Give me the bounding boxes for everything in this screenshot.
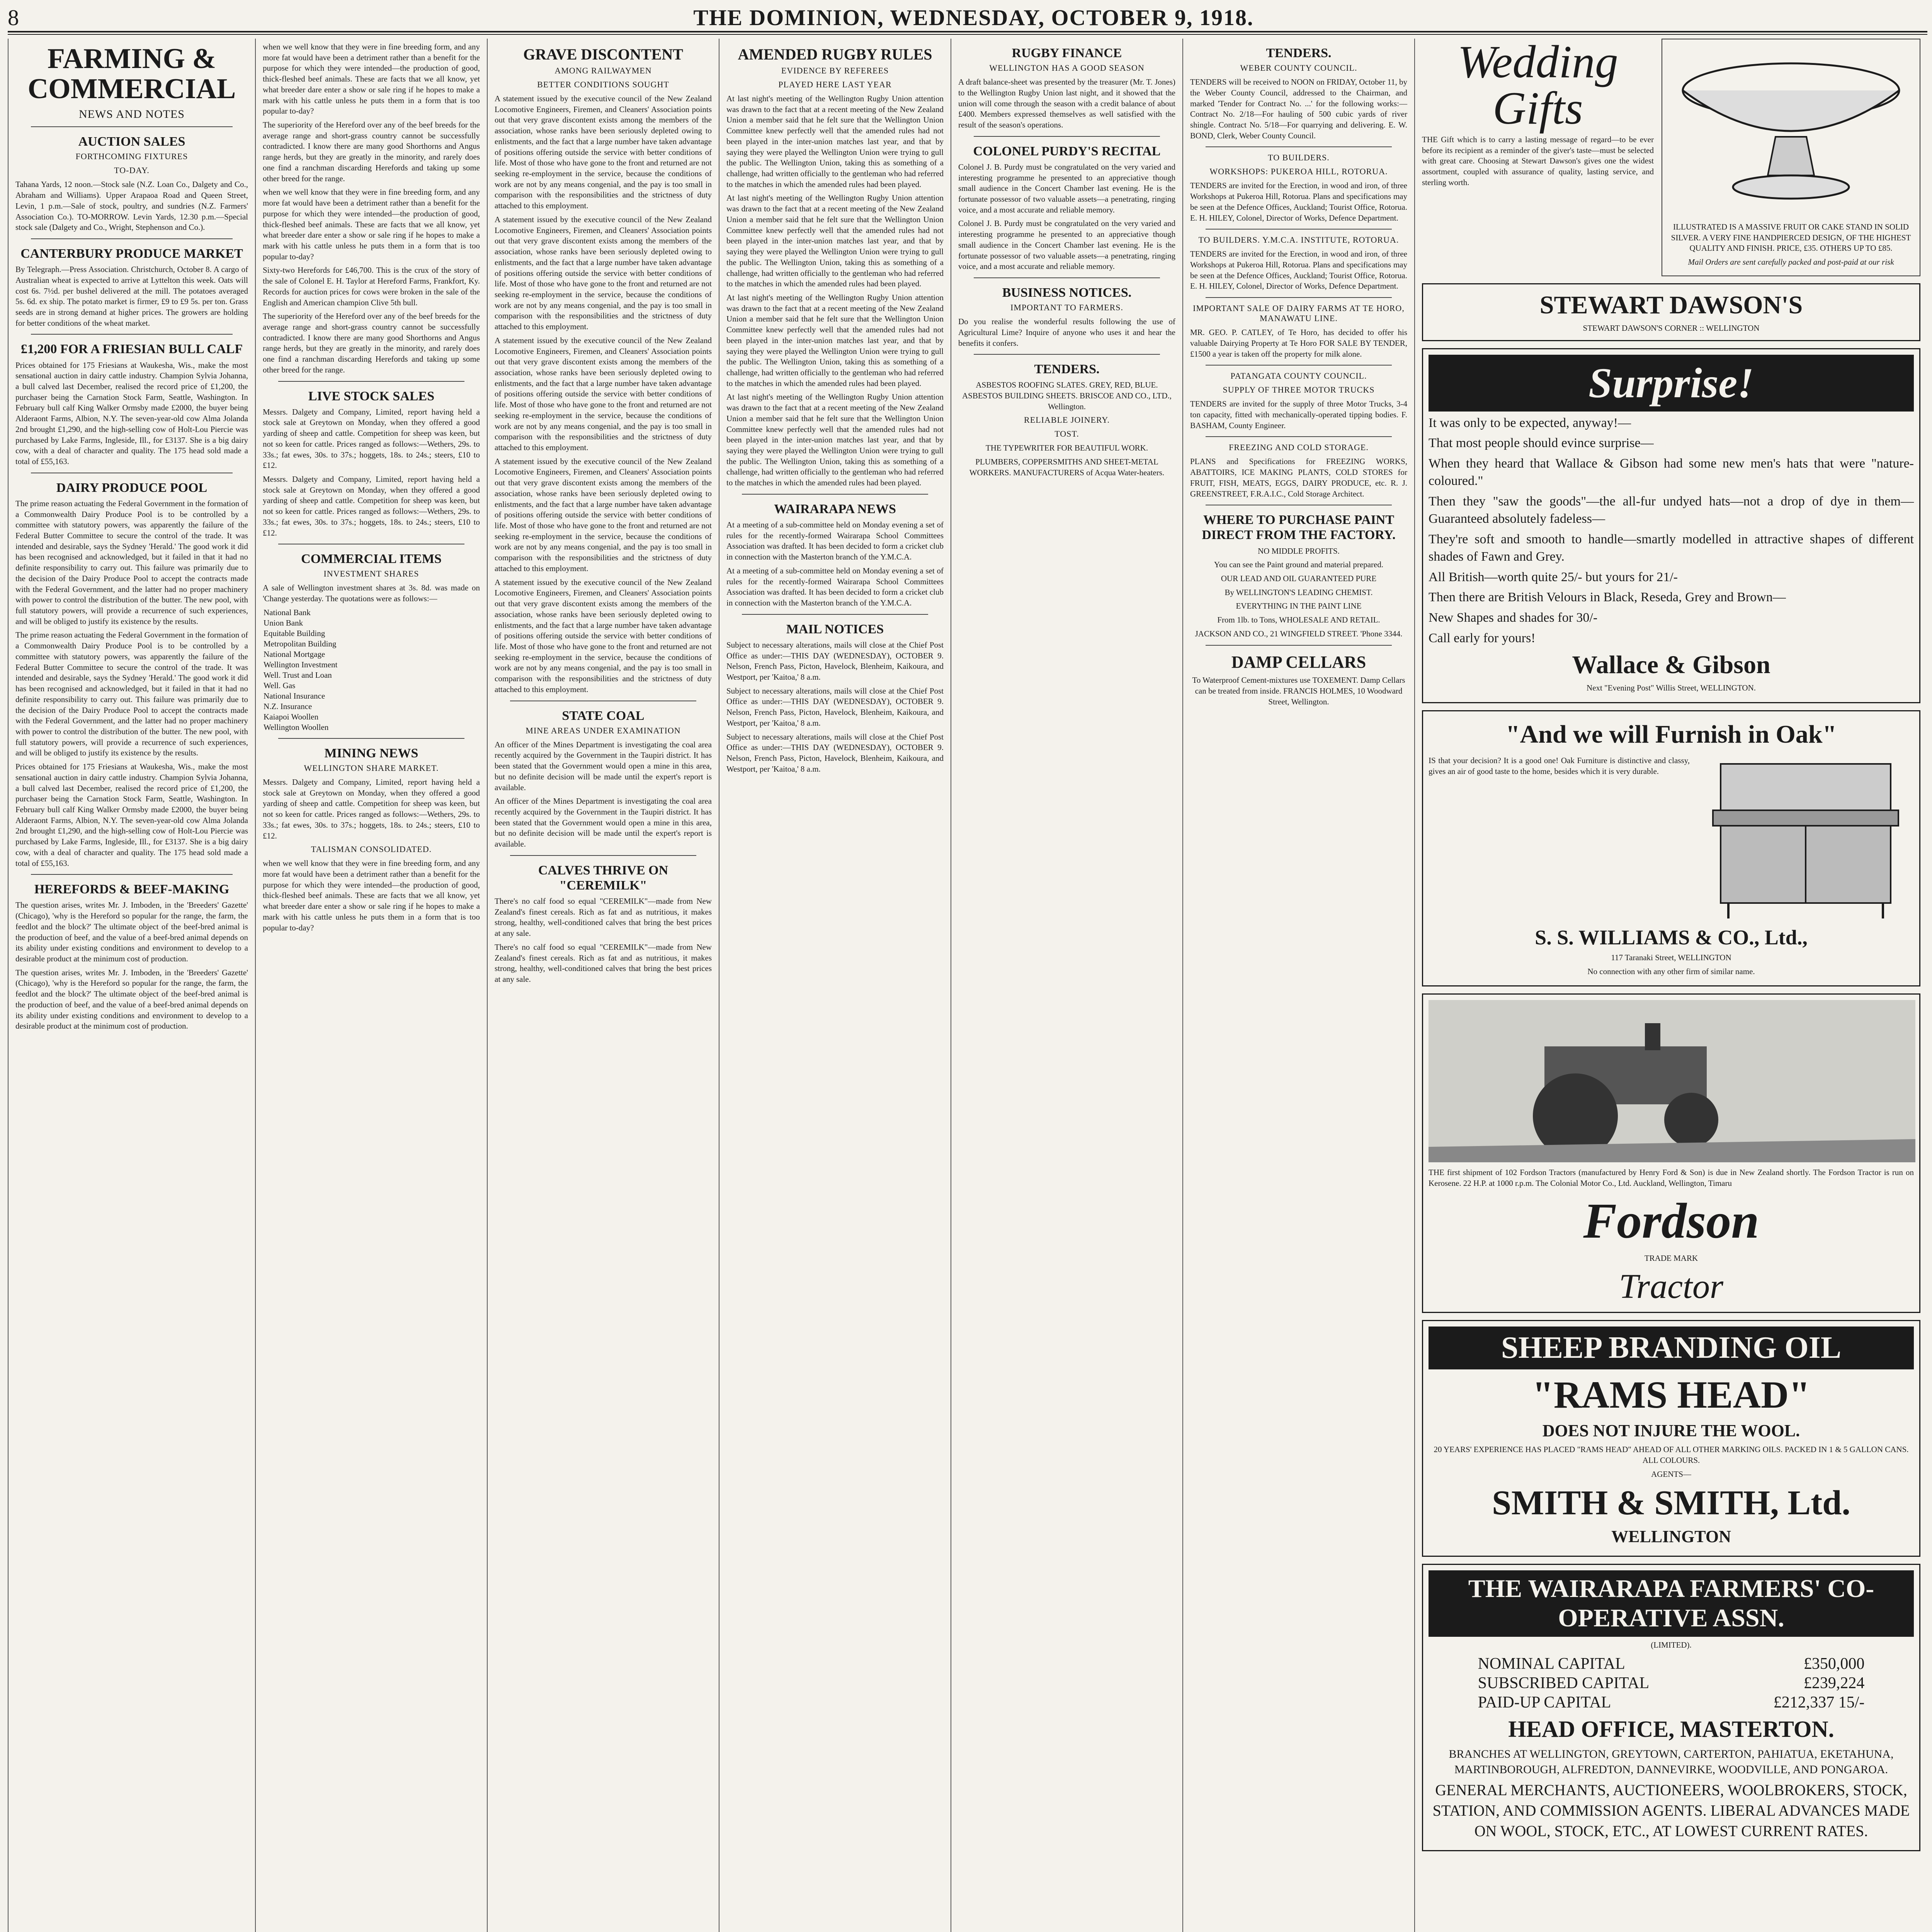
state-coal-text: An officer of the Mines Department is investigating the coal area recently acquired by the Government in the Taupiri district. It has been stated that the Government would open a mine in this area, but no definite decision will be made until the expert's report is available. xyxy=(495,740,712,792)
farmers-text: Do you realise the wonderful results following the use of Agricultural Lime? Inquire of anyone who uses it and hear the benefits it confers. xyxy=(958,317,1175,348)
share-name: Metropolitan Building xyxy=(264,639,337,648)
share-sellers xyxy=(447,670,480,680)
rugby-text-3: At last night's meeting of the Wellington Rugby Union attention was drawn to the fact that at a recent meeting of the New Zealand Union a member said that he felt sure that the Wellington Union Committee knew perfectly well that the amended rules had not been played in the inter-union matches last year, and that by saying they were played the Wellington Union were trying to gull the public. The Wellington Union, taking this as something of a challenge, had written officially to the gentleman who had referred to the matches in which the amended rules had been played. xyxy=(726,293,944,388)
purdy-heading: COLONEL PURDY'S RECITAL xyxy=(973,144,1161,158)
williams-name: S. S. WILLIAMS & CO., Ltd., xyxy=(1535,925,1808,949)
wairarapa-head: THE WAIRARAPA FARMERS' CO-OPERATIVE ASSN. xyxy=(1429,1570,1914,1637)
column-4 xyxy=(719,39,951,1932)
share-name: Wellington Woollen xyxy=(264,722,329,732)
state-coal-text-2: An officer of the Mines Department is investigating the coal area recently acquired by the Government in the Taupiri district. It has been stated that the Government would open a mine in this area, but no definite decision will be made until the expert's report is available. xyxy=(495,796,712,849)
bull-text: Prices obtained for 175 Friesians at Waukesha, Wis., make the most sensational auction in dairy cattle industry. Champion Sylvia Johanna, a bull calved last December, realised the record price of £1,200, the purchaser being the Carnation Stock Farm, Seattle, Washington. In February bull calf King Walker Ormsby made £2000, the buyer being Alderaont Farms, Albion, N.Y. The seven-year-old cow Alma Jolanda 2nd brought £1,290, and the high-selling cow of Holt-Lou Piercie was purchased by Lake Farms, Ingleside, Ill., for £3137. She is a big dairy cow, with a deal of character and quality. The 175 head sold made a total of £55,163. xyxy=(15,360,248,466)
wairarapa-news-heading: WAIRARAPA NEWS xyxy=(774,502,896,516)
share-sellers xyxy=(447,607,480,618)
wairarapa-news-text-2: At a meeting of a sub-committee held on Monday evening a set of rules for the recently-formed Wairarapa School Committees Association was drafted. It has been decided to form a cricket club in connection with the Masterton branch of the Y.M.C.A. xyxy=(726,566,944,607)
live-stock-text-2: Messrs. Dalgety and Company, Limited, report having held a stock sale at Greytown on Monday, when they offered a good yarding of sheep and cattle. Competition for sheep was keen, but not so keen for cattle. Prices ranged as follows:—Wethers, 29s. to 33s.; fat ewes, 30s. to 37s.; hoggets, 18s. to 24s.; steers, £10 to £12. xyxy=(263,474,480,537)
freezing-text: PLANS and Specifications for FREEZING WORKS, ABATTOIRS, ICE MAKING PLANTS, COLD STORES for FRUIT, FISH, MEATS, EGGS, DAIRY PRODUCE, etc. R. J. GREENSTREET, F.R.A.I.C., Cold Storage Architect. xyxy=(1190,457,1407,498)
rams-text: 20 YEARS' EXPERIENCE HAS PLACED "RAMS HEAD" AHEAD OF ALL OTHER MARKING OILS. PACKED IN 1 & 5 GALLON CANS. ALL COLOURS. xyxy=(1434,1445,1909,1465)
smith-name: SMITH & SMITH, Ltd. xyxy=(1492,1483,1850,1522)
fixtures-sub: FORTHCOMING FIXTURES xyxy=(75,151,188,162)
sheep-title: SHEEP BRANDING OIL xyxy=(1429,1327,1914,1369)
damp-text: To Waterproof Cement-mixtures use TOXEMENT. Damp Cellars can be treated from inside. FRANCIS HOLMES, 10 Woodward Street, Wellington. xyxy=(1192,675,1405,706)
share-name: National Mortgage xyxy=(264,649,325,659)
paint-line: By WELLINGTON'S LEADING CHEMIST. xyxy=(1225,587,1373,597)
fordson-sub: TRADE MARK xyxy=(1644,1253,1698,1263)
surprise-title: Surprise! xyxy=(1429,355,1914,412)
share-buyers xyxy=(415,618,447,628)
share-sellers xyxy=(447,722,480,733)
oak-title: "And we will Furnish in Oak" xyxy=(1505,720,1837,748)
wedding-title: Wedding Gifts xyxy=(1458,39,1618,134)
stewart-addr: STEWART DAWSON'S CORNER :: WELLINGTON xyxy=(1583,323,1760,333)
dairy-pool-text-cont: The prime reason actuating the Federal Government in the formation of a Commonwealth Dairy Produce Pool is to be controlled by a committee with statutory powers, was apparently the failure of the Federal Butter Committee to secure the control of the trade. It was intended and desirable, says the Sydney 'Herald.' The good work it did has been recognised and acknowledged, but it failed in that it had no definite responsibility to carry out. This failure was primarily due to the decision of the Dairy Produce Pool to accept the contracts made with the Federal Government, and the latter had no proper machinery with power to control the distribution of the butter. The new pool, with full statutory powers, will provide a recurrence of such experiences, and will be obliged to justify its existence by the results. xyxy=(15,630,248,758)
share-row xyxy=(263,618,480,628)
typewriter-text: THE TYPEWRITER FOR BEAUTIFUL WORK. xyxy=(985,443,1148,453)
mail-heading: MAIL NOTICES xyxy=(786,622,884,636)
rams-sub: DOES NOT INJURE THE WOOL. xyxy=(1542,1421,1800,1440)
share-sellers xyxy=(447,628,480,639)
rugby-text-2: At last night's meeting of the Wellington Rugby Union attention was drawn to the fact that at a recent meeting of the New Zealand Union a member said that he felt sure that the Wellington Union Committee knew perfectly well that the amended rules had not been played in the inter-union matches last year, and that by saying they were played the Wellington Union were trying to gull the public. The Wellington Union, taking this as something of a challenge, had written officially to the gentleman who had referred to the matches in which the amended rules had been played. xyxy=(726,193,944,289)
rams-head-ad xyxy=(1422,1320,1920,1556)
hereford-cont-text: when we well know that they were in fine breeding form, and any more fat would have been a detriment rather than a benefit for the purpose for which they were intended—the production of good, thick-fleshed beef animals. These are facts that we all know, yet what breeder dare enter a show or sale ring if he hopes to make a mark with his cattle unless he puts them in a form that is too popular to-day? xyxy=(263,42,480,116)
grave-text-2: A statement issued by the executive council of the New Zealand Locomotive Engineers, Firemen, and Cleaners' Association points out that very grave discontent exists among the members of the association, whose ranks have been seriously depleted owing to enlistments, and the fact that a large number have taken advantage of positions offering outside the service with better conditions of life. Most of those who have gone to the front and returned are not seeking re-employment in the service, because the conditions of work are not by any means congenial, and the pay is too small in comparison with the responsibilities and the strictness of duty attached to this employment. xyxy=(495,214,712,332)
share-table xyxy=(263,607,480,733)
news-notes-heading: NEWS AND NOTES xyxy=(79,108,185,121)
share-buyers xyxy=(415,628,447,639)
fordson-ad xyxy=(1422,993,1920,1313)
surprise-line: It was only to be expected, anyway!— xyxy=(1429,415,1631,430)
today-label: TO-DAY. xyxy=(114,165,150,175)
smith-city: WELLINGTON xyxy=(1611,1527,1731,1546)
mining-text: Messrs. Dalgety and Company, Limited, report having held a stock sale at Greytown on Monday, when they offered a good yarding of sheep and cattle. Competition for sheep was keen, but not so keen for cattle. Prices ranged as follows:—Wethers, 29s. to 33s.; fat ewes, 30s. to 37s.; hoggets, 18s. to 24s.; steers, £10 to £12. xyxy=(263,777,480,840)
oak-furniture-ad xyxy=(1422,710,1920,986)
share-sellers xyxy=(447,639,480,649)
wairarapa-farmers-ad xyxy=(1422,1564,1920,1851)
capital-label: NOMINAL CAPITAL xyxy=(1478,1655,1625,1673)
capital-value: £239,224 xyxy=(1803,1674,1865,1692)
surprise-line: All British—worth quite 25/- but yours for 21/- xyxy=(1429,570,1678,584)
herefords-text: The question arises, writes Mr. J. Imboden, in the 'Breeders' Gazette' (Chicago), 'why is the Hereford so popular for the range, the farm, the feedlot and the block?' The ultimate object of the beef-bred animal is the production of beef, and the value of a beef-bred animal depends on its ability under existing conditions and environment to develop to a desirable product at the minimum cost of production. xyxy=(15,900,248,963)
business-notices-heading: BUSINESS NOTICES. xyxy=(1002,285,1132,300)
live-stock-heading: LIVE STOCK SALES xyxy=(308,389,435,403)
builders-heading: TO BUILDERS. xyxy=(1268,153,1330,163)
investment-heading: INVESTMENT SHARES xyxy=(323,569,419,579)
grave-sub: AMONG RAILWAYMEN xyxy=(554,66,652,75)
capital-row xyxy=(1477,1673,1866,1693)
paint-line: NO MIDDLE PROFITS. xyxy=(1258,546,1340,556)
tractor-word: Tractor xyxy=(1619,1267,1724,1306)
share-sellers xyxy=(447,649,480,660)
oak-text: IS that your decision? It is a good one! Oak Furniture is distinctive and classy, gives an air of good taste to the home, besides which it is very durable. xyxy=(1429,755,1690,776)
weber-text: TENDERS will be received to NOON on FRIDAY, October 11, by the Weber County Council, addressed to the Chairman, and marked 'Tender for Contract No. ...' for the following works:— Contract No. 2/18—For hauling of 500 cubic yards of river shingle. Contract No. 5/18—For quarrying and delivering. E. W. BOND, Clerk, Weber County Council. xyxy=(1190,77,1407,140)
share-sellers xyxy=(447,691,480,701)
capital-table xyxy=(1477,1654,1866,1712)
rugby-finance-text: A draft balance-sheet was presented by the treasurer (Mr. T. Jones) to the Wellington Rugby Union last night, and it showed that the union will come through the season with a credit balance of about £400. Members expressed themselves as well satisfied with the result of the season's operations. xyxy=(958,77,1175,129)
masthead xyxy=(8,4,1927,32)
ads-column xyxy=(1414,39,1927,1932)
share-row xyxy=(263,701,480,712)
surprise-line: When they heard that Wallace & Gibson had some new men's hats that were "nature-coloured." xyxy=(1429,456,1914,488)
dairy-sale-heading: IMPORTANT SALE OF DAIRY FARMS AT TE HORO, MANAWATU LINE. xyxy=(1193,303,1405,323)
purdy-text: Colonel J. B. Purdy must be congratulated on the very varied and interesting programme he presented to an appreciative though small audience in the Concert Chamber last evening. He is the fortunate possessor of two valuable assets—a penetrating, ringing voice, and a most accurate and reliable memory. xyxy=(958,162,1175,214)
tenders-heading: TENDERS. xyxy=(1266,46,1332,60)
dairy-pool-text: The prime reason actuating the Federal Government in the formation of a Commonwealth Dairy Produce Pool is to be controlled by a committee with statutory powers, was apparently the failure of the Federal Butter Committee to secure the control of the trade. It was intended and desirable, says the Sydney 'Herald.' The good work it did has been recognised and acknowledged, but it failed in that it had no definite responsibility to carry out. This failure was primarily due to the decision of the Dairy Produce Pool to accept the contracts made with the Federal Government, and the latter had no proper machinery with power to control the distribution of the butter. The new pool, with full statutory powers, will provide a recurrence of such experiences, and will be obliged to justify its existence by the results. xyxy=(15,498,248,626)
surprise-line: They're soft and smooth to handle—smartly modelled in attractive shapes of different shades of Fawn and Grey. xyxy=(1429,532,1914,564)
share-name: Wellington Investment xyxy=(264,660,338,669)
rugby-finance-heading: RUGBY FINANCE xyxy=(1012,46,1122,60)
farmers-heading: IMPORTANT TO FARMERS. xyxy=(1010,303,1123,313)
share-sellers xyxy=(447,660,480,670)
fordson-name: Fordson xyxy=(1583,1193,1759,1249)
rugby-text-4: At last night's meeting of the Wellington Rugby Union attention was drawn to the fact that at a recent meeting of the New Zealand Union a member said that he felt sure that the Wellington Union Committee knew perfectly well that the amended rules had not been played in the inter-union matches last year, and that by saying they were played the Wellington Union were trying to gull the public. The Wellington Union, taking this as something of a challenge, had written officially to the gentleman who had referred to the matches in which the amended rules had been played. xyxy=(726,392,944,488)
motor-text: TENDERS are invited for the supply of three Motor Trucks, 3-4 ton capacity, fitted with mechanically-operated tipping bodies. F. BASHAM, County Engineer. xyxy=(1190,399,1407,430)
capital-row xyxy=(1477,1693,1866,1712)
column-2 xyxy=(255,39,487,1932)
paint-line: EVERYTHING IN THE PAINT LINE xyxy=(1236,601,1362,611)
limited-label: (LIMITED). xyxy=(1651,1640,1692,1650)
surprise-line: Call early for yours! xyxy=(1429,631,1536,646)
rams-title: "RAMS HEAD" xyxy=(1532,1373,1810,1417)
surprise-lines xyxy=(1429,415,1914,648)
paint-line: JACKSON AND CO., 21 WINGFIELD STREET. 'Phone 3344. xyxy=(1195,629,1403,638)
talisman-heading: TALISMAN CONSOLIDATED. xyxy=(311,844,432,854)
surprise-line: Then there are British Velours in Black, Reseda, Grey and Brown— xyxy=(1429,590,1786,605)
joinery-heading: RELIABLE JOINERY. xyxy=(1024,415,1110,425)
motor-heading: SUPPLY OF THREE MOTOR TRUCKS xyxy=(1223,385,1375,395)
tractor-illustration-icon xyxy=(1429,1000,1915,1162)
canterbury-text: By Telegraph.—Press Association. Christchurch, October 8. A cargo of Australian wheat is expected to arrive at Lyttelton this week. Oats will cost 6s. 7½d. per bushel delivered at the mill. The potatoes averaged 5s. 6d. ex ship. The potato market is firmer, £9 to £9 5s. per ton. Grass seeds are in strong demand at higher prices. The growers are holding for better conditions of the wheat market. xyxy=(15,265,248,328)
grave-sub2: BETTER CONDITIONS SOUGHT xyxy=(537,80,669,89)
paint-heading: WHERE TO PURCHASE PAINT DIRECT FROM THE FACTORY. xyxy=(1202,513,1396,543)
wallace-addr: Next "Evening Post" Willis Street, WELLINGTON. xyxy=(1586,683,1756,693)
newspaper-title: THE DOMINION, WEDNESDAY, OCTOBER 9, 1918. xyxy=(693,5,1254,30)
column-3 xyxy=(487,39,719,1932)
damp-heading: DAMP CELLARS xyxy=(1231,652,1366,672)
share-buyers xyxy=(415,670,447,680)
agents-label: AGENTS— xyxy=(1651,1469,1691,1479)
grave-heading: GRAVE DISCONTENT xyxy=(523,46,683,63)
investment-text: A sale of Wellington investment shares at 3s. 8d. was made on 'Change yesterday. The quotations were as follows:— xyxy=(263,583,480,604)
mining-sub: WELLINGTON SHARE MARKET. xyxy=(304,763,439,773)
fordson-text: THE first shipment of 102 Fordson Tractors (manufactured by Henry Ford & Son) is due in New Zealand shortly. The Fordson Tractor is run on Kerosene. 22 H.P. at 1000 r.p.m. The Colonial Motor Co., Ltd. Auckland, Wellington, Timaru xyxy=(1429,1168,1914,1188)
freezing-heading: FREEZING AND COLD STORAGE. xyxy=(1229,442,1369,452)
share-row xyxy=(263,712,480,722)
oak-dresser-icon xyxy=(1697,752,1914,922)
wallace-name: Wallace & Gibson xyxy=(1572,651,1770,679)
hereford-prices-text-2: The superiority of the Hereford over any of the beef breeds for the average range and short-grass country cannot be successfully contradicted. I know there are many good Shorthorns and Angus range herds, but they are greatly in the minority, and rarely does one find a ranchman discarding Herefords and taking up some other breed for the range. xyxy=(263,311,480,374)
share-row xyxy=(263,680,480,691)
mining-heading: MINING NEWS xyxy=(324,746,418,760)
rugby-sub: EVIDENCE BY REFEREES xyxy=(781,66,889,75)
share-row xyxy=(263,722,480,733)
wairarapa-news-text: At a meeting of a sub-committee held on Monday evening a set of rules for the recently-formed Wairarapa School Committees Association was drafted. It has been decided to form a cricket club in connection with the Masterton branch of the Y.M.C.A. xyxy=(726,520,944,562)
share-buyers xyxy=(415,680,447,691)
live-stock-text: Messrs. Dalgety and Company, Limited, report having held a stock sale at Greytown on Monday, when they offered a good yarding of sheep and cattle. Competition for sheep was keen, but not so keen for cattle. Prices ranged as follows:—Wethers, 29s. to 33s.; fat ewes, 30s. to 37s.; hoggets, 18s. to 24s.; steers, £10 to £12. xyxy=(263,407,480,470)
share-buyers xyxy=(415,649,447,660)
paint-lines xyxy=(1190,546,1407,639)
share-name: Equitable Building xyxy=(264,628,325,638)
capital-value: £350,000 xyxy=(1803,1655,1865,1673)
williams-addr: 117 Taranaki Street, WELLINGTON xyxy=(1611,952,1731,962)
wedding-ad xyxy=(1422,39,1920,276)
share-row xyxy=(263,607,480,618)
share-row xyxy=(263,639,480,649)
stewart-name: STEWART DAWSON'S xyxy=(1539,291,1803,319)
share-buyers xyxy=(415,691,447,701)
share-sellers xyxy=(447,618,480,628)
head-office: HEAD OFFICE, MASTERTON. xyxy=(1508,1716,1834,1742)
workshops-heading: WORKSHOPS: PUKEROA HILL, ROTORUA. xyxy=(1209,167,1388,177)
calves-text-2: There's no calf food so equal "CEREMILK"—made from New Zealand's finest cereals. Rich as fat and as nutritious, it makes strong, healthy, well-conditioned calves that bring the best prices at any sale. xyxy=(495,942,712,984)
hereford-superiority-text-2: when we well know that they were in fine breeding form, and any more fat would have been a detriment rather than a benefit for the purpose for which they were intended—the production of good, thick-fleshed beef animals. These are facts that we all know, yet what breeder dare enter a show or sale ring if he hopes to make a mark with his cattle unless he puts them in a form that is too popular to-day? xyxy=(263,187,480,261)
share-buyers xyxy=(415,701,447,712)
state-coal-sub: MINE AREAS UNDER EXAMINATION xyxy=(526,725,681,735)
state-coal-heading: STATE COAL xyxy=(562,708,645,723)
share-sellers xyxy=(447,680,480,691)
share-name: Kaiapoi Woollen xyxy=(264,712,318,721)
share-buyers xyxy=(415,660,447,670)
silver-cake-stand-icon xyxy=(1667,48,1915,218)
share-sellers xyxy=(447,701,480,712)
herefords-text-cont: The question arises, writes Mr. J. Imboden, in the 'Breeders' Gazette' (Chicago), 'why is the Hereford so popular for the range, the farm, the feedlot and the block?' The ultimate object of the beef-bred animal is the production of beef, and the value of a beef-bred animal depends on its ability under existing conditions and environment to develop to a desirable product at the minimum cost of production. xyxy=(15,968,248,1031)
dairy-pool-text-cont2: Prices obtained for 175 Friesians at Waukesha, Wis., make the most sensational auction in dairy cattle industry. Champion Sylvia Johanna, a bull calved last December, realised the record price of £1,200, the purchaser being the Carnation Stock Farm, Seattle, Washington. In February bull calf King Walker Ormsby made £2000, the buyer being Alderaont Farms, Albion, N.Y. The seven-year-old cow Alma Jolanda 2nd brought £1,290, and the high-selling cow of Holt-Lou Piercie was purchased by Lake Farms, Ingleside, Ill., for £3137. She is a big dairy cow, with a deal of character and quality. The 175 head sold made a total of £55,163. xyxy=(15,762,248,868)
calves-heading: CALVES THRIVE ON "CEREMILK" xyxy=(538,863,668,893)
mail-orders: Mail Orders are sent carefully packed and post-paid at our risk xyxy=(1688,257,1894,267)
grave-text-4: A statement issued by the executive council of the New Zealand Locomotive Engineers, Firemen, and Cleaners' Association points out that very grave discontent exists among the members of the association, whose ranks have been seriously depleted owing to enlistments, and the fact that a large number have taken advantage of positions offering outside the service with better conditions of life. Most of those who have gone to the front and returned are not seeking re-employment in the service, because the conditions of work are not by any means congenial, and the pay is too small in comparison with the responsibilities and the strictness of duty attached to this employment. xyxy=(495,456,712,573)
share-row xyxy=(263,649,480,660)
patangata-heading: PATANGATA COUNTY COUNCIL. xyxy=(1230,371,1367,381)
commercial-heading: COMMERCIAL ITEMS xyxy=(301,552,442,566)
bull-heading: £1,200 FOR A FRIESIAN BULL CALF xyxy=(20,342,243,357)
mail-text-2: Subject to necessary alterations, mails will close at the Chief Post Office as under:—THIS DAY (WEDNESDAY), OCTOBER 9. Nelson, French Pass, Picton, Havelock, Blenheim, Kaikoura, and Westport, per 'Kaitoa,' 8 a.m. xyxy=(726,686,944,728)
canterbury-heading: CANTERBURY PRODUCE MARKET xyxy=(20,247,243,261)
grave-text-3: A statement issued by the executive council of the New Zealand Locomotive Engineers, Firemen, and Cleaners' Association points out that very grave discontent exists among the members of the association, whose ranks have been seriously depleted owing to enlistments, and the fact that a large number have taken advantage of positions offering outside the service with better conditions of life. Most of those who have gone to the front and returned are not seeking re-employment in the service, because the conditions of work are not by any means congenial, and the pay is too small in comparison with the responsibilities and the strictness of duty attached to this employment. xyxy=(495,335,712,452)
capital-label: PAID-UP CAPITAL xyxy=(1478,1694,1611,1712)
rugby-sub2: PLAYED HERE LAST YEAR xyxy=(778,80,892,89)
share-row xyxy=(263,691,480,701)
sales-text: Tahana Yards, 12 noon.—Stock sale (N.Z. Loan Co., Dalgety and Co., Abraham and Williams). Upper Arapaoa Road and Queen Street, Levin, 1 p.m.—Sale of stock, poultry, and sundries (N.Z. Farmers' Association Co.). TO-MORROW. Levin Yards, 12.30 p.m.—Special stock sale (Dalgety and Co., Wright, Stephenson and Co.). xyxy=(15,180,248,232)
bowl-caption: ILLUSTRATED IS A MASSIVE FRUIT OR CAKE STAND IN SOLID SILVER. A VERY FINE HANDPIERCED DESIGN, OF THE HIGHEST QUALITY AND FINISH. PRICE, £35. OTHERS UP TO £85. xyxy=(1671,222,1911,253)
rugby-text: At last night's meeting of the Wellington Rugby Union attention was drawn to the fact that at a recent meeting of the New Zealand Union a member said that he felt sure that the Wellington Union Committee knew perfectly well that the amended rules had not been played in the inter-union matches last year, and that by saying they were played the Wellington Union were trying to gull the public. The Wellington Union, taking this as something of a challenge, had written officially to the gentleman who had referred to the matches in which the amended rules had been played. xyxy=(726,94,944,189)
share-buyers xyxy=(415,639,447,649)
williams-note: No connection with any other firm of similar name. xyxy=(1587,966,1755,976)
weber-heading: WEBER COUNTY COUNCIL. xyxy=(1240,63,1357,73)
rugby-heading: AMENDED RUGBY RULES xyxy=(738,46,932,63)
share-name: Union Bank xyxy=(264,618,303,628)
masthead-rule xyxy=(8,34,1927,35)
column-5 xyxy=(951,39,1182,1932)
hereford-prices-text: Sixty-two Herefords for £46,700. This is the crux of the story of the sale of Colonel E. H. Taylor at Hereford Farms, Frankfort, Ky. Records for auction prices for cows were broken in the sale of the English and American champion Clive 5th bull. xyxy=(263,265,480,307)
surprise-ad xyxy=(1422,348,1920,703)
farming-heading: FARMING & COMMERCIAL xyxy=(27,43,236,105)
share-name: N.Z. Insurance xyxy=(264,701,312,711)
branches: BRANCHES AT WELLINGTON, GREYTOWN, CARTERTON, PAHIATUA, EKETAHUNA, MARTINBOROUGH, ALFREDTON, DANNEVIRKE, WOODVILLE, AND PONGAROA. xyxy=(1449,1748,1894,1776)
ymca-text: TENDERS are invited for the Erection, in wood and iron, of three Workshops at Pukeroa Hill, Rotorua. Plans and specifications may be seen at the Defence Offices, Auckland; Tourist Office, Rotorua. E. H. HILEY, Colonel, Director of Works, Defence Department. xyxy=(1190,249,1407,291)
share-buyers xyxy=(415,607,447,618)
capital-value: £212,337 15/- xyxy=(1773,1694,1865,1712)
grave-text-5: A statement issued by the executive council of the New Zealand Locomotive Engineers, Firemen, and Cleaners' Association points out that very grave discontent exists among the members of the association, whose ranks have been seriously depleted owing to enlistments, and the fact that a large number have taken advantage of positions offering outside the service with better conditions of life. Most of those who have gone to the front and returned are not seeking re-employment in the service, because the conditions of work are not by any means congenial, and the pay is too small in comparison with the responsibilities and the strictness of duty attached to this employment. xyxy=(495,577,712,694)
plumbers-text: PLUMBERS, COPPERSMITHS AND SHEET-METAL WORKERS. MANUFACTURERS of Acqua Water-heaters. xyxy=(969,457,1165,477)
stewart-dawson-banner xyxy=(1422,283,1920,341)
share-name: National Insurance xyxy=(264,691,325,701)
mail-text: Subject to necessary alterations, mails will close at the Chief Post Office as under:—THIS DAY (WEDNESDAY), OCTOBER 9. Nelson, French Pass, Picton, Havelock, Blenheim, Kaikoura, and Westport, per 'Kaitoa,' 8 a.m. xyxy=(726,640,944,682)
purdy-text-2: Colonel J. B. Purdy must be congratulated on the very varied and interesting programme he presented to an appreciative though small audience in the Concert Chamber last evening. He is the fortunate possessor of two valuable assets—a penetrating, ringing voice, and a most accurate and reliable memory. xyxy=(958,219,1175,271)
column-farming xyxy=(8,39,255,1932)
tost-heading: TOST. xyxy=(1054,429,1079,439)
calves-text: There's no calf food so equal "CEREMILK"—made from New Zealand's finest cereals. Rich as fat and as nutritious, it makes strong, healthy, well-conditioned calves that bring the best prices at any sale. xyxy=(495,896,712,938)
surprise-line: New Shapes and shades for 30/- xyxy=(1429,611,1598,625)
herefords-heading: HEREFORDS & BEEF-MAKING xyxy=(34,882,230,897)
mail-text-3: Subject to necessary alterations, mails will close at the Chief Post Office as under:—THIS DAY (WEDNESDAY), OCTOBER 9. Nelson, French Pass, Picton, Havelock, Blenheim, Kaikoura, and Westport, per 'Kaitoa,' 8 a.m. xyxy=(726,732,944,774)
share-buyers xyxy=(415,712,447,722)
dairy-pool-heading: DAIRY PRODUCE POOL xyxy=(56,480,207,495)
paint-line: From 1lb. to Tons, WHOLESALE AND RETAIL. xyxy=(1217,615,1380,625)
ymca-heading: TO BUILDERS. Y.M.C.A. INSTITUTE, ROTORUA. xyxy=(1198,235,1399,245)
grave-text: A statement issued by the executive council of the New Zealand Locomotive Engineers, Firemen, and Cleaners' Association points out that very grave discontent exists among the members of the association, whose ranks have been seriously depleted owing to enlistments, and the fact that a large number have taken advantage of positions offering outside the service with better conditions of life. Most of those who have gone to the front and returned are not seeking re-employment in the service, because the conditions of work are not by any means congenial, and the pay is too small in comparison with the responsibilities and the strictness of duty attached to this employment. xyxy=(495,94,712,211)
paint-line: You can see the Paint ground and material prepared. xyxy=(1214,560,1384,570)
share-name: National Bank xyxy=(264,607,311,617)
share-sellers xyxy=(447,712,480,722)
paint-line: OUR LEAD AND OIL GUARANTEED PURE xyxy=(1221,573,1377,583)
share-name: Well. Trust and Loan xyxy=(264,670,332,680)
share-row xyxy=(263,660,480,670)
auction-sales-heading: AUCTION SALES xyxy=(78,134,185,149)
page-number: 8 xyxy=(8,5,20,30)
surprise-line: That most people should evince surprise— xyxy=(1429,436,1654,451)
asbestos-text: ASBESTOS ROOFING SLATES. GREY, RED, BLUE. ASBESTOS BUILDING SHEETS. BRISCOE AND CO., LTD., Wellington. xyxy=(962,380,1172,411)
capital-label: SUBSCRIBED CAPITAL xyxy=(1478,1674,1650,1692)
share-row xyxy=(263,628,480,639)
surprise-line: Then they "saw the goods"—the all-fur undyed hats—not a drop of dye in them—Guaranteed absolutely fadeless— xyxy=(1429,494,1914,526)
talisman-text: when we well know that they were in fine breeding form, and any more fat would have been a detriment rather than a benefit for the purpose for which they were intended—the production of good, thick-fleshed beef animals. These are facts that we all know, yet what breeder dare enter a show or sale ring if he hopes to make a mark with his cattle unless he puts them in a form that is too popular to-day? xyxy=(263,859,480,932)
rugby-finance-sub: WELLINGTON HAS A GOOD SEASON xyxy=(989,63,1145,73)
hereford-superiority-text: The superiority of the Hereford over any of the beef breeds for the average range and short-grass country cannot be successfully contradicted. I know there are many good Shorthorns and Angus range herds, but they are greatly in the minority, and rarely does one find a ranchman discarding Herefords and taking up some other breed for the range. xyxy=(263,120,480,183)
share-row xyxy=(263,670,480,680)
capital-row xyxy=(1477,1654,1866,1673)
wedding-text: THE Gift which is to carry a lasting message of regard—to be ever before its recipient as a reminder of the giver's taste—must be selected with great care. Choosing at Stewart Dawson's gives one the widest assortment, coupled with assurance of quality, lasting service, and sterling worth. xyxy=(1422,135,1654,187)
tenders-heading-5: TENDERS. xyxy=(1034,362,1100,377)
builders-text: TENDERS are invited for the Erection, in wood and iron, of three Workshops at Pukeroa Hill, Rotorua. Plans and specifications may be seen at the Defence Offices, Auckland; Tourist Office, Rotorua. E. H. HILEY, Colonel, Director of Works, Defence Department. xyxy=(1190,181,1407,223)
share-buyers xyxy=(415,722,447,733)
column-6 xyxy=(1182,39,1414,1932)
general-merchants: GENERAL MERCHANTS, AUCTIONEERS, WOOLBROKERS, STOCK, STATION, AND COMMISSION AGENTS. LIBERAL ADVANCES MADE ON WOOL, STOCK, ETC., AT LOWEST CURRENT RATES. xyxy=(1432,1781,1910,1840)
dairy-sale-text: MR. GEO. P. CATLEY, of Te Horo, has decided to offer his valuable Dairying Property at Te Horo FOR SALE BY TENDER, £1500 a year is taken off the property for milk alone. xyxy=(1190,328,1407,359)
share-name: Well. Gas xyxy=(264,680,296,690)
